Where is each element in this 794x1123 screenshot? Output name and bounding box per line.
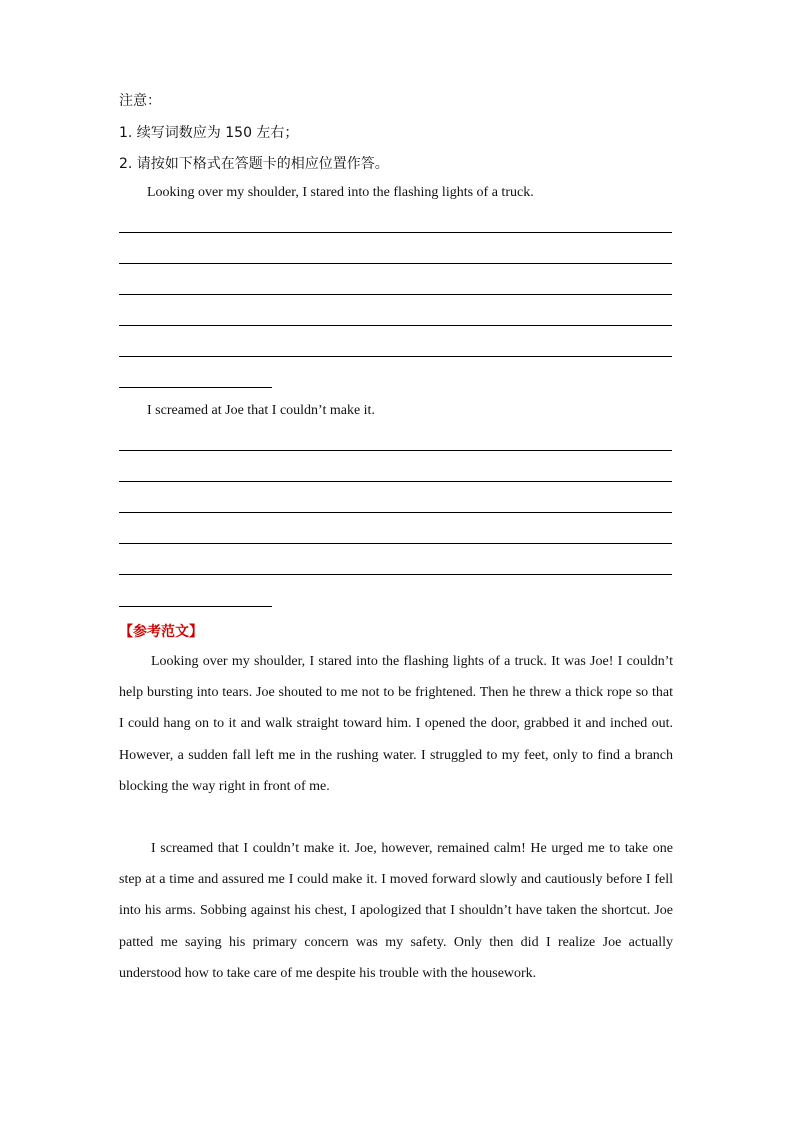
answer-line (119, 325, 672, 326)
answer-line (119, 450, 672, 451)
answer-line (119, 574, 672, 575)
answer-line-short (119, 387, 272, 388)
answer-line (119, 481, 672, 482)
answer-line (119, 294, 672, 295)
essay-paragraph-2: I screamed that I couldn’t make it. Joe, however, remained calm! He urged me to take one step at a time and assured me I could make it. I moved forward slowly and cautiously before I fell into his arms. Sobbing against his chest, I apologized that I shouldn’t have taken the shortcut. Joe patted me saying his primary concern was my safety. Only then did I realize Joe actually understood how to take care of me despite his trouble with the housework. (119, 841, 673, 981)
model-essay-heading: 【参考范文】 (119, 624, 203, 640)
answer-line (119, 512, 672, 513)
prompt-first: Looking over my shoulder, I stared into the flashing lights of a truck. (147, 185, 534, 200)
essay-paragraph-1: Looking over my shoulder, I stared into the flashing lights of a truck. It was Joe! I couldn’t help bursting into tears. Joe shouted to me not to be frightened. Then he threw a thick rope so that I could hang on to it and walk straight toward him. I opened the door, grabbed it and inched out. However, a sudden fall left me in the rushing water. I struggled to my feet, only to find a branch blocking the way right in front of me. (119, 654, 673, 794)
prompt-second: I screamed at Joe that I couldn’t make it. (147, 403, 375, 418)
note-item-1: 1. 续写词数应为 150 左右； (119, 125, 299, 141)
notes-title: 注意： (119, 93, 161, 109)
answer-line (119, 356, 672, 357)
answer-line (119, 263, 672, 264)
answer-line-short (119, 606, 272, 607)
answer-line (119, 543, 672, 544)
answer-line (119, 232, 672, 233)
note-item-2: 2. 请按如下格式在答题卡的相应位置作答。 (119, 156, 389, 172)
